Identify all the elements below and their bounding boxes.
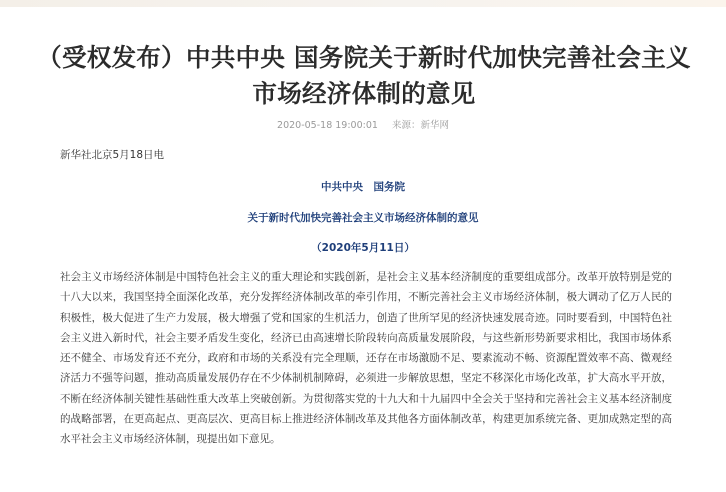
document-title: 关于新时代加快完善社会主义市场经济体制的意见 — [247, 212, 479, 224]
top-header-band — [0, 0, 726, 7]
body-paragraph: 社会主义市场经济体制是中国特色社会主义的重大理论和实践创新，是社会主义基本经济制度的重要组成部分。改革开放特别是党的十八大以来，我国坚持全面深化改革，充分发挥经济体制改革的牵引作用，不断完善社会主义市场经济体制，极大调动了亿万人民的积极性，极大促进了生产力发展，极大增强了党和国家的生机活力，创造了世所罕见的经济快速发展奇迹。同时要看到，中国特色社会主义进入新时代，社会主要矛盾发生变化，经济已由高速增长阶段转向高质量发展阶段，与这些新形势新要求相比，我国市场体系还不健全、市场发育还不充分，政府和市场的关系没有完全理顺，还存在市场激励不足、要素流动不畅、资源配置效率不高、微观经济活力不强等问题，推动高质量发展仍存在不少体制机制障碍，必须进一步解放思想，坚定不移深化市场化改革，扩大高水平开放，不断在经济体制关键性基础性重大改革上突破创新。为贯彻落实党的十九大和十九届四中全会关于坚持和完善社会主义基本经济制度的战略部署，在更高起点、更高层次、更高目标上推进经济体制改革及其他各方面体制改革，构建更加系统完备、更加成熟定型的高水平社会主义市场经济体制，现提出如下意见。 — [60, 271, 672, 446]
document-date: （2020年5月11日） — [311, 242, 415, 254]
article-title: （受权发布）中共中央 国务院关于新时代加快完善社会主义市场经济体制的意见 — [37, 43, 691, 108]
document-issuer: 中共中央 国务院 — [321, 181, 405, 193]
publish-datetime: 2020-05-18 19:00:01 — [277, 120, 378, 131]
article-source: 来源：新华网 — [391, 120, 449, 131]
news-dateline: 新华社北京5月18日电 — [60, 149, 165, 161]
article-meta — [0, 119, 726, 133]
